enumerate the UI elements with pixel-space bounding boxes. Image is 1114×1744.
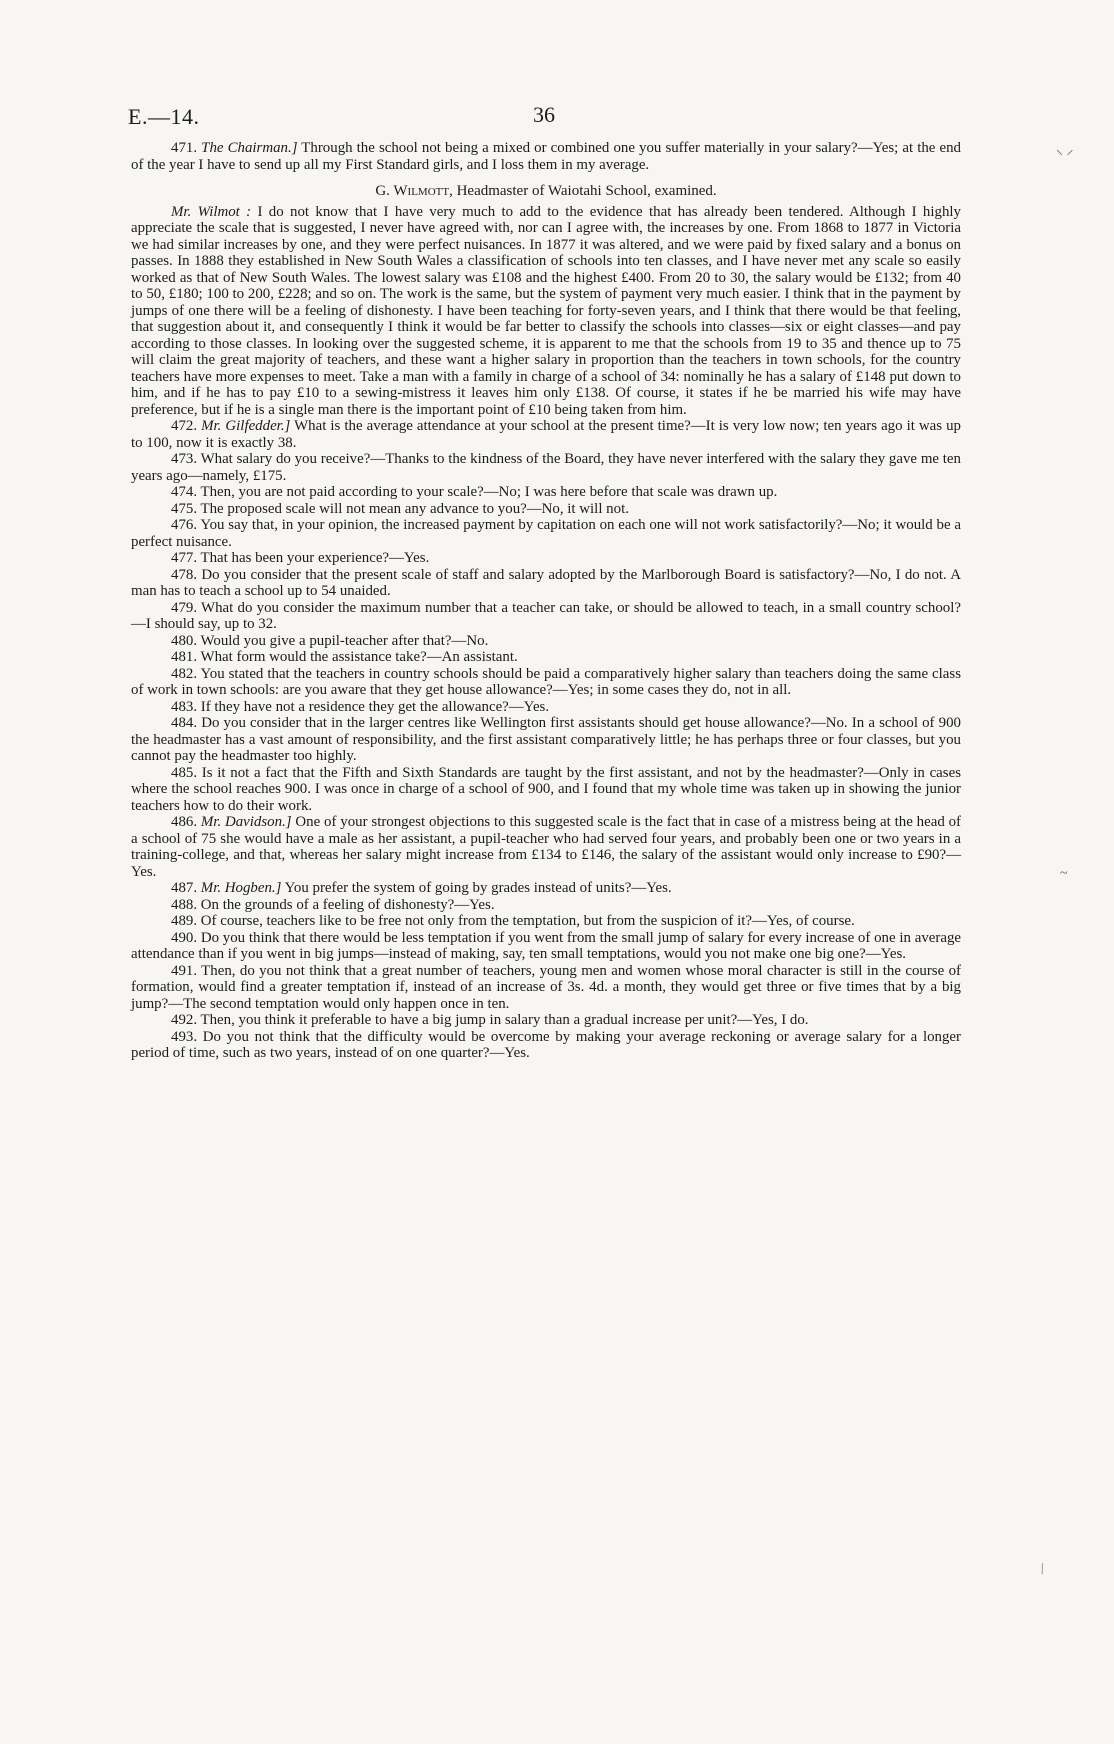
question-number: 491. [171, 962, 198, 979]
question-number: 487. [171, 880, 198, 896]
paragraph-text: Do you consider that the present scale of staff and salary adopted by the Marlborough Board is satisfactory?—No, I do not. A man has to teach a school up to 54 unaided. [131, 566, 961, 599]
paragraph-text: Then, do you not think that a great number of teachers, young men and women whose moral character is still in the course of formation, would find a greater temptation if, instead of an increase of 3s. 4d. a month, they would get three or five times that by a big jump?—The second temptation would only happen once in ten. [131, 962, 961, 1012]
witness-description: , Headmaster of Waiotahi School, examined. [449, 183, 717, 199]
question-number: 483. [171, 698, 198, 715]
paragraph-text: Would you give a pupil-teacher after that?—No. [197, 632, 489, 649]
paragraph-text: You say that, in your opinion, the increased payment by capitation on each one will not work satisfactorily?—No; it would be a perfect nuisance. [131, 517, 961, 550]
paragraph-text: What do you consider the maximum number that a teacher can take, or should be allowed to teach, in a small country school?—I should say, up to 32. [131, 599, 961, 632]
paragraph-text: Then, you think it preferable to have a big jump in salary than a gradual increase per unit?—Yes, I do. [197, 1012, 809, 1028]
evidence-paragraph-484 [131, 715, 961, 765]
question-number: 488. [171, 896, 198, 913]
question-number: 471. [171, 140, 198, 156]
question-number: 475. [171, 500, 198, 517]
evidence-paragraph-475 [131, 501, 961, 518]
question-number: 481. [171, 649, 198, 665]
paragraph-text: You prefer the system of going by grades instead of units?—Yes. [281, 880, 672, 896]
paragraph-text: Do you consider that in the larger centres like Wellington first assistants should get house allowance?—No. In a school of 900 the headmaster has a vast amount of responsibility, and the first assistant comparatively little; he has perhaps three or four classes, but you cannot pay the headmaster too highly. [131, 715, 961, 764]
evidence-paragraph-491 [131, 963, 961, 1013]
evidence-paragraph-476 [131, 517, 961, 550]
question-number: 493. [171, 1028, 198, 1045]
paragraph-text: Of course, teachers like to be free not only from the temptation, but from the suspicion of it?—Yes, of course. [197, 913, 855, 929]
question-number: 479. [171, 599, 198, 616]
evidence-paragraph-482 [131, 666, 961, 699]
evidence-paragraph-480 [131, 633, 961, 650]
question-number: 492. [171, 1012, 198, 1028]
question-number: 473. [171, 451, 198, 467]
speaker-label: Mr. Hogben.] [200, 880, 282, 896]
margin-scratch-mark-top: ⸜ ⸝ [1056, 143, 1074, 158]
speaker-label: The Chairman.] [201, 140, 298, 156]
margin-scratch-mark-middle: ~ [1060, 866, 1068, 881]
paragraph-text: What form would the assistance take?—An assistant. [197, 649, 518, 665]
evidence-paragraph-472 [131, 418, 961, 451]
evidence-paragraph-483 [131, 699, 961, 716]
evidence-paragraph-481 [131, 649, 961, 666]
paragraph-text: If they have not a residence they get the allowance?—Yes. [197, 698, 550, 715]
paragraph-text: Is it not a fact that the Fifth and Sixth Standards are taught by the first assistant, and not by the headmaster?—Only in cases where the school reaches 900. I was once in charge of a school of 900, and I found that my whole time was taken up in showing the junior teachers how to do their work. [131, 764, 961, 814]
paragraph-text: You stated that the teachers in country schools should be paid a comparatively higher salary than teachers doing the same class of work in town schools: are you aware that they get house allowance?—Yes; in some cases they do, not in all. [131, 665, 961, 698]
question-number: 484. [171, 715, 198, 731]
paragraph-text: The proposed scale will not mean any advance to you?—No, it will not. [197, 500, 629, 517]
document-reference: E.—14. [128, 104, 200, 129]
evidence-paragraph-471 [131, 140, 961, 173]
evidence-paragraph-479 [131, 600, 961, 633]
evidence-paragraph-477 [131, 550, 961, 567]
question-number: 480. [171, 632, 198, 649]
speaker-label: Mr. Wilmot : [171, 203, 252, 220]
paragraph-text: Do you not think that the difficulty would be overcome by making your average reckoning or average salary for a longer period of time, such as two years, instead of on one quarter?—Yes. [131, 1028, 961, 1061]
paragraph-text: On the grounds of a feeling of dishonesty?—Yes. [197, 896, 495, 913]
paragraph-text: Do you think that there would be less temptation if you went from the small jump of salary for every increase of one in average attendance than if you went in big jumps—instead of making, say, ten small temptations, would you not make one big one?—Yes. [131, 929, 961, 962]
evidence-paragraph-478 [131, 567, 961, 600]
minutes-of-evidence [131, 140, 961, 1062]
paragraph-text: I do not know that I have very much to add to the evidence that has already been tendered. Although I highly appreciate the scale that is suggested, I never have agreed with, nor can I agree with, the increases by one. From 1868 to 1877 in Victoria we had similar increases by one, and they were perfect nuisances. In 1877 it was altered, and we were paid by fixed salary and a bonus on passes. In 1888 they established in New South Wales a classification of schools into ten classes, and I have never met any scale so easily worked as that of New South Wales. The lowest salary was £108 and the highest £400. From 20 to 30, the salary would be £132; from 40 to 50, £180; 100 to 200, £228; and so on. The work is the same, but the system of payment very much easier. I think that in the payment by jumps of one there will be a feeling of dishonesty. I have been teaching for forty-seven years, and I think that there would be that feeling, that suggestion about it, and consequently I think it would be far better to classify the schools into classes—six or eight classes—and pay according to those classes. In looking over the suggested scheme, it is apparent to me that the schools from 19 to 35 and thence up to 75 will claim the great majority of teachers, and these want a higher salary in proportion than the teachers in town schools, for the country teachers have more expenses to meet. Take a man with a family in charge of a school of 34: nominally he has a salary of £148 put down to him, and if he has to pay £10 to a sewing-mistress it leaves him only £138. Of course, it states if he be married his wife may have preference, but if he is a single man there is the important point of £10 being taken from him. [131, 203, 961, 418]
question-number: 485. [171, 764, 198, 781]
evidence-paragraph-492 [131, 1012, 961, 1029]
question-number: 477. [171, 550, 198, 566]
speaker-label: Mr. Gilfedder.] [201, 418, 291, 434]
evidence-paragraph-487 [131, 880, 961, 897]
evidence-paragraph-489 [131, 913, 961, 930]
evidence-paragraph-486 [131, 814, 961, 880]
evidence-paragraph-473 [131, 451, 961, 484]
paragraph-text: What salary do you receive?—Thanks to the kindness of the Board, they have never interfered with the salary they gave me ten years ago—namely, £175. [131, 451, 961, 484]
paragraph-text: That has been your experience?—Yes. [197, 550, 430, 566]
speaker-label: Mr. Davidson.] [200, 814, 292, 830]
paragraph-text: Then, you are not paid according to your scale?—No; I was here before that scale was drawn up. [197, 484, 778, 500]
evidence-paragraph-474 [131, 484, 961, 501]
evidence-paragraph-490 [131, 930, 961, 963]
question-number: 486. [171, 814, 198, 830]
question-number: 476. [171, 517, 198, 533]
paragraph-text: One of your strongest objections to this suggested scale is the fact that in case of a mistress being at the head of a school of 75 she would have a male as her assistant, a pupil-teacher who had served four years, and probably been one or two years in a training-college, and that, whereas her salary might increase from £134 to £146, the salary of the assistant would only increase to £90?—Yes. [131, 814, 961, 880]
question-number: 482. [171, 665, 198, 682]
evidence-paragraph-488 [131, 897, 961, 914]
margin-scratch-mark-bottom: ⁄ [1037, 1562, 1049, 1577]
question-number: 489. [171, 913, 198, 929]
question-number: 478. [171, 566, 198, 583]
paragraph-text: Through the school not being a mixed or combined one you suffer materially in your salary?—Yes; at the end of the year I have to send up all my First Standard girls, and I loss them in my average. [131, 140, 961, 173]
witness-name: G. Wilmott [375, 183, 450, 199]
paragraph-text: What is the average attendance at your school at the present time?—It is very low now; ten years ago it was up to 100, now it is exactly 38. [131, 418, 962, 451]
witness-heading [131, 183, 961, 200]
witness-statement [131, 204, 961, 419]
page-header [128, 96, 961, 140]
evidence-paragraph-485 [131, 765, 961, 815]
page-number: 36 [533, 102, 555, 127]
question-number: 474. [171, 484, 198, 500]
question-number: 490. [171, 929, 198, 946]
evidence-paragraph-493 [131, 1029, 961, 1062]
document-page [128, 96, 962, 1062]
question-number: 472. [171, 418, 198, 434]
